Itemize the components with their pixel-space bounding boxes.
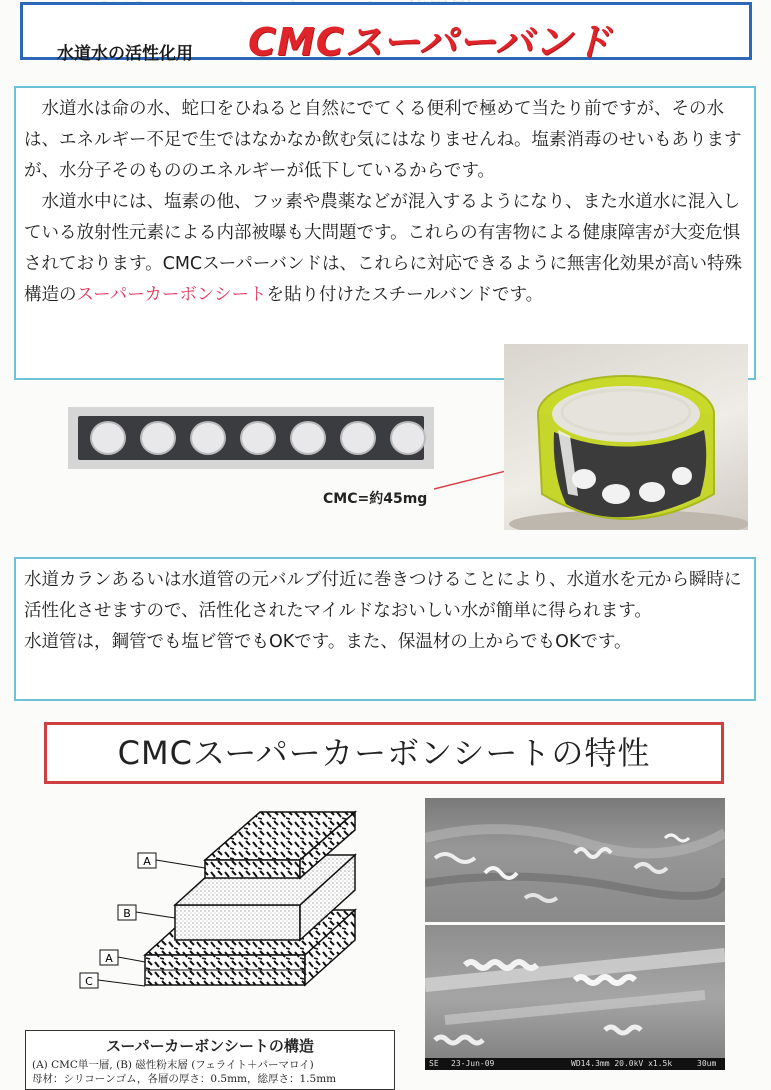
strip-hole bbox=[240, 421, 276, 455]
title-subtitle: 水道水の活性化用 bbox=[57, 44, 193, 64]
intro-box bbox=[14, 86, 756, 380]
structure-caption-title: スーパーカーボンシートの構造 bbox=[106, 1037, 314, 1055]
layer-label-c: C bbox=[85, 975, 93, 988]
cmc-strip-image bbox=[68, 407, 434, 469]
layer-label-a: A bbox=[143, 855, 151, 868]
sem-info-scale: 30um bbox=[697, 1059, 717, 1068]
strip-hole bbox=[340, 421, 376, 455]
sem-info-date: 23-Jun-09 bbox=[451, 1059, 495, 1068]
structure-caption-line-2: 母材：シリコーンゴム，各層の厚さ：0.5mm，総厚さ：1.5mm bbox=[32, 1073, 337, 1085]
super-carbon-sheet-highlight: スーパーカーボンシート bbox=[76, 285, 267, 305]
usage-paragraph-1: 水道カランあるいは水道管の元バルブ付近に巻きつけることにより、水道水を元から瞬時に活性化させますので、活性化されたマイルドなおいしい水が簡単に得られます。 bbox=[24, 570, 742, 621]
super-band-photo bbox=[504, 344, 748, 530]
usage-box bbox=[14, 557, 756, 701]
sem-micrograph-bottom bbox=[425, 925, 725, 1070]
strip-hole bbox=[390, 421, 426, 455]
strip-hole bbox=[90, 421, 126, 455]
strip-hole bbox=[190, 421, 226, 455]
sem-info-bar bbox=[425, 1058, 725, 1070]
strip-hole bbox=[290, 421, 326, 455]
carbon-sheet-structure-diagram bbox=[0, 790, 420, 1035]
intro-paragraph-1: 水道水は命の水、蛇口をひねると自然にでてくる便利で極めて当たり前ですが、その水は、エネルギー不足で生ではなかなか飲む気にはなりませんね。塩素消毒のせいもありますが、水分子そのもののエネルギーが低下しているからです。 bbox=[24, 99, 742, 181]
page-title: CMCスーパーバンド bbox=[248, 20, 612, 64]
structure-caption bbox=[25, 1030, 395, 1090]
strip-hole bbox=[140, 421, 176, 455]
section-heading: CMCスーパーカーボンシートの特性 bbox=[44, 722, 724, 784]
layer-label-b: B bbox=[123, 907, 131, 920]
title-banner bbox=[20, 2, 752, 64]
sem-info-mode: SE bbox=[429, 1059, 439, 1068]
sem-micrograph-top bbox=[425, 798, 725, 922]
sem-info-settings: WD14.3mm 20.0kV x1.5k bbox=[571, 1059, 673, 1068]
intro-paragraph-2: 水道水中には、塩素の他、フッ素や農薬などが混入するようになり、また水道水に混入している放射性元素による内部被曝も大問題です。これらの有害物による健康障害が大変危惧されております。CMCスーパーバンドは、これらに対応できるように無害化効果が高い特殊構造のスーパーカーボンシートを貼り付けたスチールバンドです。 bbox=[24, 192, 743, 305]
structure-caption-line-1: (A) CMC単一層, (B) 磁性粉末層 (フェライト＋パーマロイ) bbox=[32, 1059, 314, 1071]
layer-label-a2: A bbox=[105, 952, 113, 965]
cmc-weight-label: CMC=約45mg bbox=[323, 491, 428, 507]
usage-paragraph-2: 水道管は，鋼管でも塩ビ管でもOKです。また、保温材の上からでもOKです。 bbox=[24, 632, 632, 652]
cmc-strip bbox=[78, 416, 424, 460]
